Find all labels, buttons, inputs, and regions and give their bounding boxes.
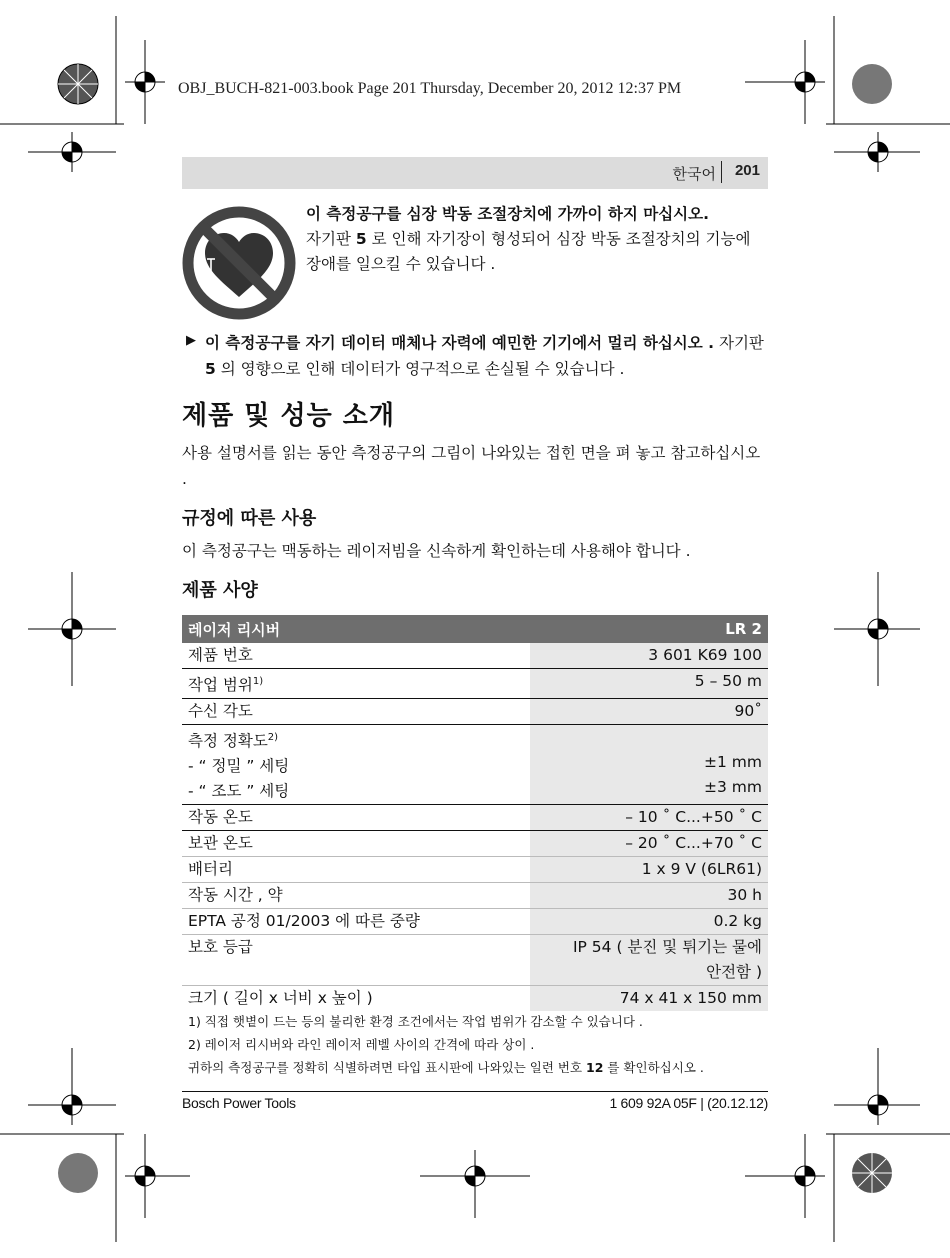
- page-header-divider: [721, 161, 722, 183]
- usage-heading: 규정에 따른 사용: [182, 508, 317, 529]
- footnotes: [188, 1010, 768, 1079]
- spec-label: 크기 ( 길이 x 너비 x 높이 ): [188, 989, 373, 1008]
- no-pacemaker-icon: [181, 205, 297, 321]
- spec-label: 보호 등급: [182, 935, 530, 986]
- table-row: [182, 669, 768, 699]
- spec-label: EPTA 공정 01/2003 에 따른 중량: [182, 909, 530, 935]
- spec-value: 5 – 50 m: [530, 669, 768, 699]
- bullet-arrow-icon: ▶: [186, 333, 196, 348]
- serial-note-text-a: 귀하의 측정공구를 정확히 식별하려면 타입 표시판에 나와있는 일련 번호: [188, 1060, 587, 1075]
- table-row: [182, 883, 768, 909]
- footnote-1: 1) 직접 햇볕이 드는 등의 불리한 환경 조건에서는 작업 범위가 감소할 수 있습니다 .: [188, 1014, 643, 1029]
- table-row: [182, 831, 768, 857]
- spec-table-header: [182, 615, 768, 643]
- footer-rule: [182, 1091, 768, 1092]
- spec-label: 작동 시간 , 약: [182, 883, 530, 909]
- spec-label: 제품 번호: [182, 643, 530, 669]
- usage-paragraph: 이 측정공구는 맥동하는 레이저빔을 신속하게 확인하는데 사용해야 합니다 .: [182, 542, 691, 560]
- pacemaker-warning: [306, 202, 768, 277]
- pacemaker-warning-bold: 이 측정공구를 심장 박동 조절장치에 가까이 하지 마십시오.: [306, 205, 710, 223]
- table-row: [182, 699, 768, 725]
- print-header: OBJ_BUCH-821-003.book Page 201 Thursday, December 20, 2012 12:37 PM: [178, 80, 682, 97]
- spec-sublabel: - “ 정밀 ” 세팅: [188, 757, 290, 776]
- spec-value: 90˚: [530, 699, 768, 725]
- pacemaker-warning-text-2: 로 인해 자기장이 형성되어 심장 박동 조절장치의 기능에 장애를 일으킬 수 있습니다 .: [306, 230, 751, 273]
- spec-value: [530, 935, 768, 986]
- specs-heading: 제품 사양: [182, 580, 258, 601]
- spec-label: 보관 온도: [182, 831, 530, 857]
- spec-label-text: 측정 정확도: [188, 732, 268, 751]
- page-header-bar: [182, 157, 768, 189]
- intro-paragraph: 사용 설명서를 읽는 동안 측정공구의 그림이 나와있는 접힌 면을 펴 놓고 참고하십시오 .: [182, 444, 761, 488]
- table-row: [182, 909, 768, 935]
- section-title: 제품 및 성능 소개: [182, 401, 395, 431]
- spec-value: – 20 ˚ C...+70 ˚ C: [530, 831, 768, 857]
- spec-header-model: LR 2: [530, 615, 768, 643]
- spec-label: 배터리: [182, 857, 530, 883]
- table-row: [182, 725, 768, 805]
- spec-table: [182, 615, 768, 1011]
- spec-label: [182, 669, 530, 699]
- footnote-marker: 1): [252, 676, 264, 687]
- magnetic-media-warning-text-1: 자기판: [714, 334, 764, 352]
- spec-label-line: [188, 725, 524, 754]
- spec-value-line: ±1 mm: [704, 753, 762, 772]
- magnetic-media-warning-text-2: 의 영향으로 인해 데이터가 영구적으로 손실될 수 있습니다 .: [215, 360, 625, 378]
- spec-value-line: IP 54 ( 분진 및 튀기는 물에: [572, 938, 762, 957]
- magnet-ref: 5: [355, 230, 367, 248]
- spec-header-label: 레이저 리시버: [182, 615, 530, 643]
- serial-note-text-b: 를 확인하십시오 .: [603, 1060, 704, 1075]
- magnetic-media-warning-bold: 이 측정공구를 자기 데이터 매체나 자력에 예민한 기기에서 멀리 하십시오 .: [205, 334, 715, 352]
- magnet-ref-2: 5: [205, 360, 216, 378]
- spec-sublabel: - “ 조도 ” 세팅: [188, 782, 290, 801]
- table-row: [182, 643, 768, 669]
- spec-value: – 10 ˚ C...+50 ˚ C: [530, 805, 768, 831]
- spec-label-text: 작업 범위: [188, 676, 253, 695]
- table-row: [182, 935, 768, 986]
- serial-number-note: [188, 1056, 768, 1079]
- magnetic-media-warning: [205, 330, 769, 382]
- table-row: [182, 986, 768, 1012]
- spec-label: 수신 각도: [182, 699, 530, 725]
- footer-doc-number: 1 609 92A 05F | (20.12.12): [609, 1095, 768, 1111]
- footnote-2: 2) 레이저 리시버와 라인 레이저 레벨 사이의 간격에 따라 상이 .: [188, 1037, 535, 1052]
- table-row: [182, 805, 768, 831]
- spec-value-line: 안전함 ): [706, 963, 762, 982]
- footer-brand: Bosch Power Tools: [182, 1095, 296, 1111]
- spec-value: 1 x 9 V (6LR61): [530, 857, 768, 883]
- spec-value: [530, 725, 768, 805]
- spec-value: 74 x 41 x 150 mm: [530, 986, 768, 1012]
- spec-value: 0.2 kg: [530, 909, 768, 935]
- page-language: 한국어: [672, 165, 716, 183]
- spec-value-blank: [536, 725, 762, 750]
- table-row: [182, 857, 768, 883]
- spec-label: [182, 725, 530, 805]
- spec-value-line: ±3 mm: [704, 778, 762, 797]
- spec-value: 30 h: [530, 883, 768, 909]
- spec-label: 작동 온도: [182, 805, 530, 831]
- spec-value: 3 601 K69 100: [530, 643, 768, 669]
- pacemaker-warning-text-1: 자기판: [306, 230, 356, 248]
- footnote-marker: 2): [267, 732, 279, 744]
- page-number: 201: [734, 162, 760, 179]
- serial-note-ref: 12: [586, 1060, 604, 1075]
